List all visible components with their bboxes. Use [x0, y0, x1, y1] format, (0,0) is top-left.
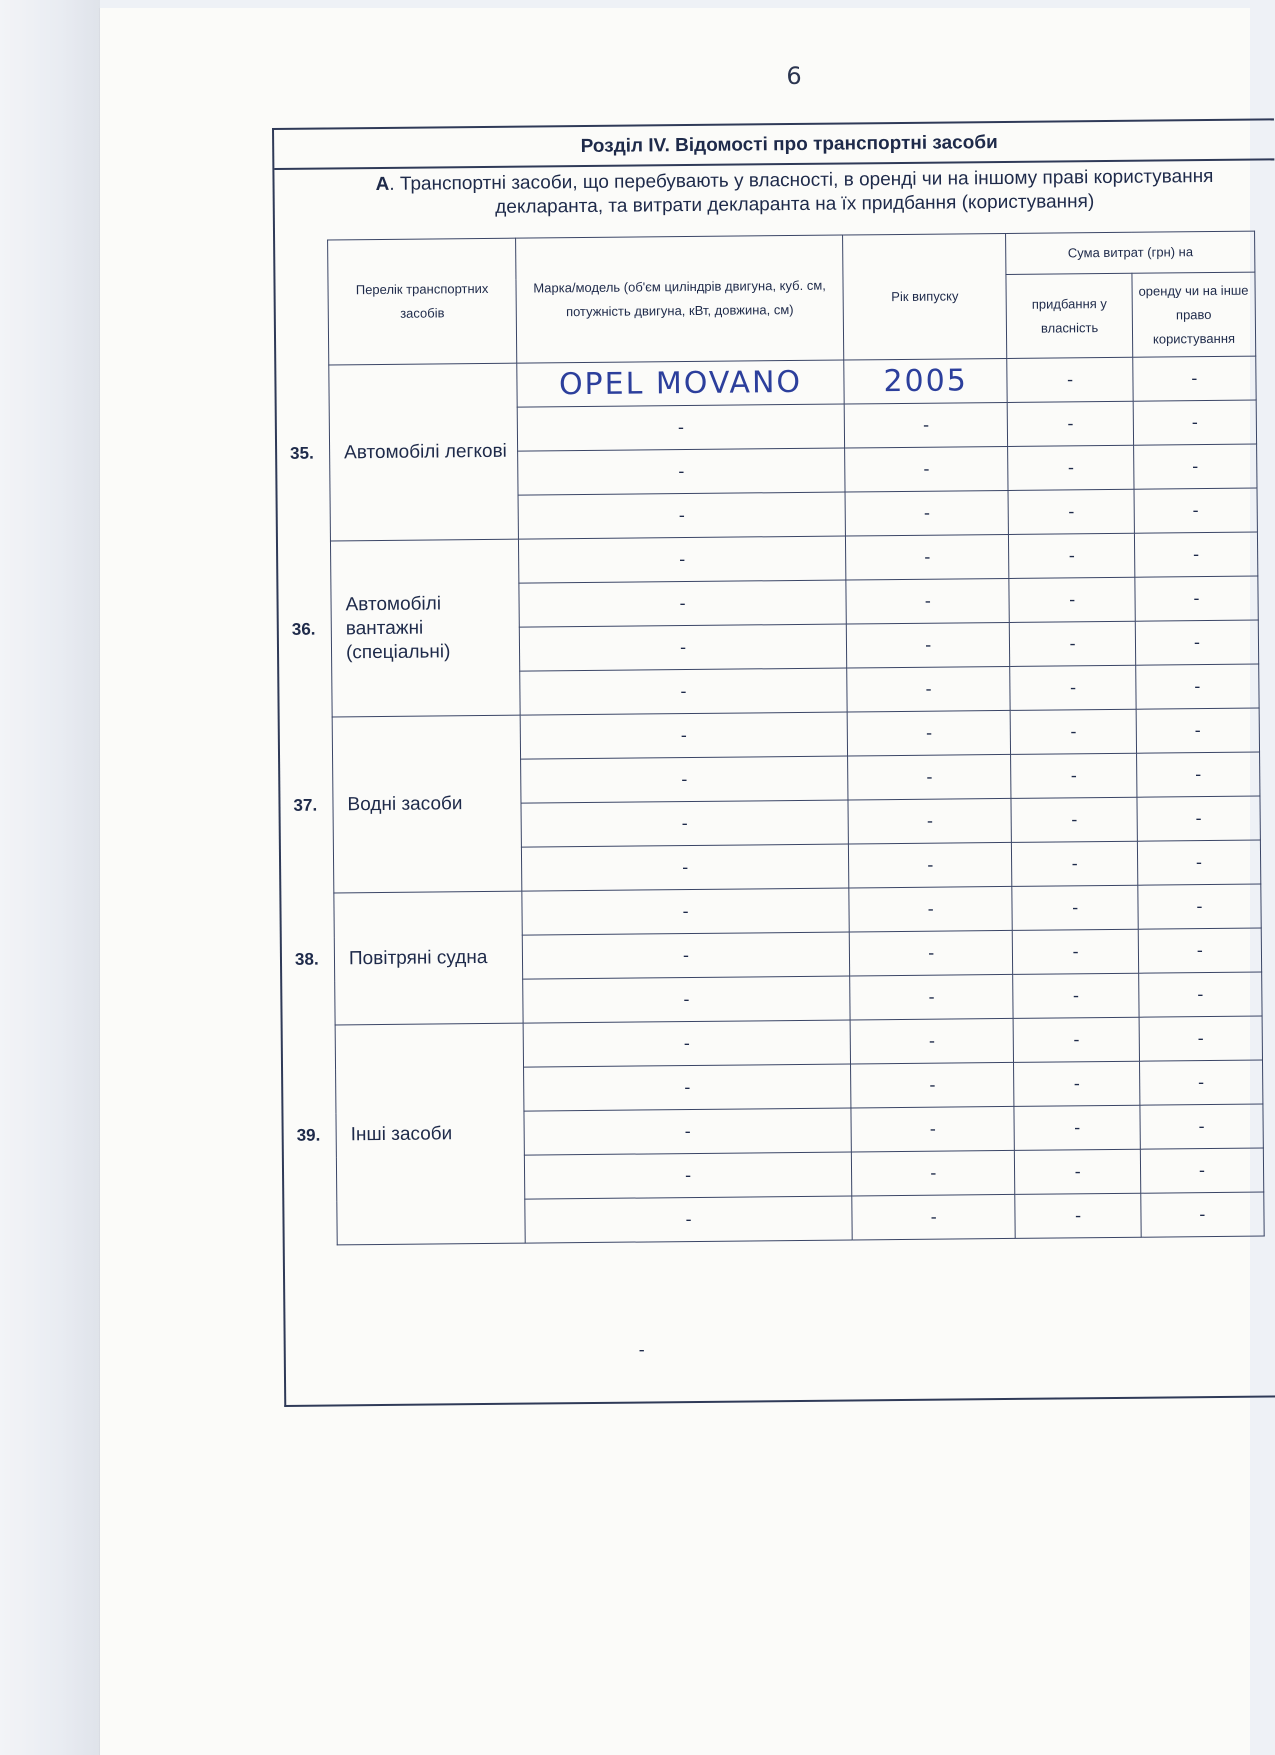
subsection-letter: А — [375, 173, 390, 196]
vehicles-table — [290, 231, 1265, 1246]
cell-rent: - — [1138, 972, 1262, 1017]
cell-purchase: - — [1010, 621, 1136, 666]
cell-year: - — [845, 490, 1009, 536]
vehicle-rows — [290, 356, 1264, 1245]
cell-rent: - — [1135, 576, 1259, 621]
cell-year: - — [847, 666, 1011, 712]
cell-year: - — [852, 1194, 1016, 1240]
cell-model: - — [520, 668, 847, 715]
cell-purchase: - — [1010, 665, 1136, 710]
cell-year: - — [846, 622, 1010, 668]
cell-model: - — [517, 404, 844, 451]
cell-purchase: - — [1014, 1105, 1140, 1150]
cell-rent: - — [1136, 752, 1260, 797]
cell-model: - — [519, 624, 846, 671]
cell-year: - — [845, 446, 1009, 492]
vehicle-group — [293, 715, 522, 893]
cell-rent: - — [1136, 708, 1260, 753]
header-list: Перелік транспортних засобів — [328, 238, 517, 365]
cell-year: - — [849, 886, 1013, 932]
cell-year: - — [848, 754, 1012, 800]
header-year: Рік випуску — [843, 233, 1008, 360]
cell-year: - — [847, 710, 1011, 756]
cell-model: - — [521, 844, 848, 891]
cell-model: - — [523, 1020, 850, 1067]
header-rent: оренду чи на інше право користування — [1132, 272, 1256, 357]
cell-year: - — [850, 1062, 1014, 1108]
group-number: 39. — [296, 1125, 321, 1145]
binding-margin — [0, 0, 100, 1755]
cell-purchase: - — [1014, 1017, 1140, 1062]
cell-year: - — [850, 974, 1014, 1020]
cell-rent: - — [1141, 1192, 1265, 1237]
cell-purchase: - — [1011, 797, 1137, 842]
cell-rent: - — [1133, 400, 1257, 445]
cell-rent: - — [1134, 532, 1258, 577]
vehicle-group — [296, 1023, 525, 1245]
header-purchase: придбання у власність — [1006, 273, 1132, 358]
cell-purchase: - — [1007, 357, 1133, 402]
cell-purchase: - — [1008, 489, 1134, 534]
cell-year: - — [848, 842, 1012, 888]
cell-rent: - — [1140, 1148, 1264, 1193]
cell-rent: - — [1137, 796, 1261, 841]
cell-rent: - — [1137, 840, 1261, 885]
cell-rent: - — [1135, 620, 1259, 665]
cell-rent: - — [1136, 664, 1260, 709]
cell-purchase: - — [1013, 929, 1139, 974]
cell-year: 2005 — [844, 358, 1008, 404]
group-number: 38. — [294, 949, 319, 969]
cell-rent: - — [1139, 1060, 1263, 1105]
cell-purchase: - — [1014, 1061, 1140, 1106]
cell-rent: - — [1138, 884, 1262, 929]
cell-model: - — [524, 1108, 851, 1155]
cell-model: - — [518, 492, 845, 539]
group-label: Інші засоби — [350, 1122, 453, 1145]
cell-year: - — [851, 1106, 1015, 1152]
cell-model: OPEL MOVANO — [517, 360, 844, 407]
cell-rent: - — [1134, 488, 1258, 533]
cell-model: - — [518, 448, 845, 495]
cell-year: - — [846, 578, 1010, 624]
subsection-title — [334, 165, 1254, 222]
cell-model: - — [522, 932, 849, 979]
cell-model: - — [523, 976, 850, 1023]
cell-purchase: - — [1008, 401, 1134, 446]
vehicle-group — [291, 539, 520, 717]
group-number: 36. — [291, 619, 316, 639]
cell-model: - — [519, 580, 846, 627]
group-label: Повітряні судна — [348, 946, 488, 969]
group-label: Автомобілі легкові — [344, 440, 507, 463]
cell-purchase: - — [1009, 533, 1135, 578]
section-frame — [272, 118, 1275, 1407]
cell-rent: - — [1133, 356, 1257, 401]
cell-purchase: - — [1013, 973, 1139, 1018]
cell-year: - — [851, 1150, 1015, 1196]
cell-purchase: - — [1011, 753, 1137, 798]
group-number: 35. — [290, 443, 314, 463]
page-number: 6 — [786, 62, 802, 90]
cell-rent: - — [1138, 928, 1262, 973]
cell-model: - — [519, 536, 846, 583]
cell-rent: - — [1139, 1016, 1263, 1061]
cell-purchase: - — [1012, 885, 1138, 930]
cell-year: - — [844, 402, 1008, 448]
cell-year: - — [850, 1018, 1014, 1064]
group-label: Водні засоби — [347, 792, 463, 815]
cell-year: - — [849, 930, 1013, 976]
cell-model: - — [520, 712, 847, 759]
cell-model: - — [524, 1152, 851, 1199]
header-model: Марка/модель (об'єм циліндрів двигуна, куб. см, потужність двигуна, кВт, довжина, см) — [516, 235, 844, 363]
cell-model: - — [521, 800, 848, 847]
cell-model: - — [524, 1064, 851, 1111]
group-number: 37. — [293, 795, 318, 815]
header-costs: Сума витрат (грн) на — [1006, 231, 1255, 274]
cell-purchase: - — [1015, 1193, 1141, 1238]
group-label: Автомобілі вантажні (спеціальні) — [345, 592, 451, 663]
vehicle-group — [294, 891, 523, 1025]
cell-purchase: - — [1012, 841, 1138, 886]
cell-purchase: - — [1009, 577, 1135, 622]
cell-purchase: - — [1015, 1149, 1141, 1194]
cell-year: - — [845, 534, 1009, 580]
cell-purchase: - — [1008, 445, 1134, 490]
cell-rent: - — [1133, 444, 1257, 489]
cell-purchase: - — [1011, 709, 1137, 754]
cell-year: - — [848, 798, 1012, 844]
cell-model: - — [522, 888, 849, 935]
cell-model: - — [525, 1196, 852, 1243]
subsection-text: . Транспортні засоби, що перебувають у власності, в оренді чи на іншому праві користування декларанта, та витрати декларанта на їх придбання (користування) — [389, 165, 1214, 218]
vehicle-group — [290, 363, 519, 541]
trailing-mark: - — [638, 1339, 645, 1360]
section-title: Розділ IV. Відомості про транспортні засоби — [274, 120, 1274, 170]
cell-model: - — [521, 756, 848, 803]
cell-rent: - — [1140, 1104, 1264, 1149]
